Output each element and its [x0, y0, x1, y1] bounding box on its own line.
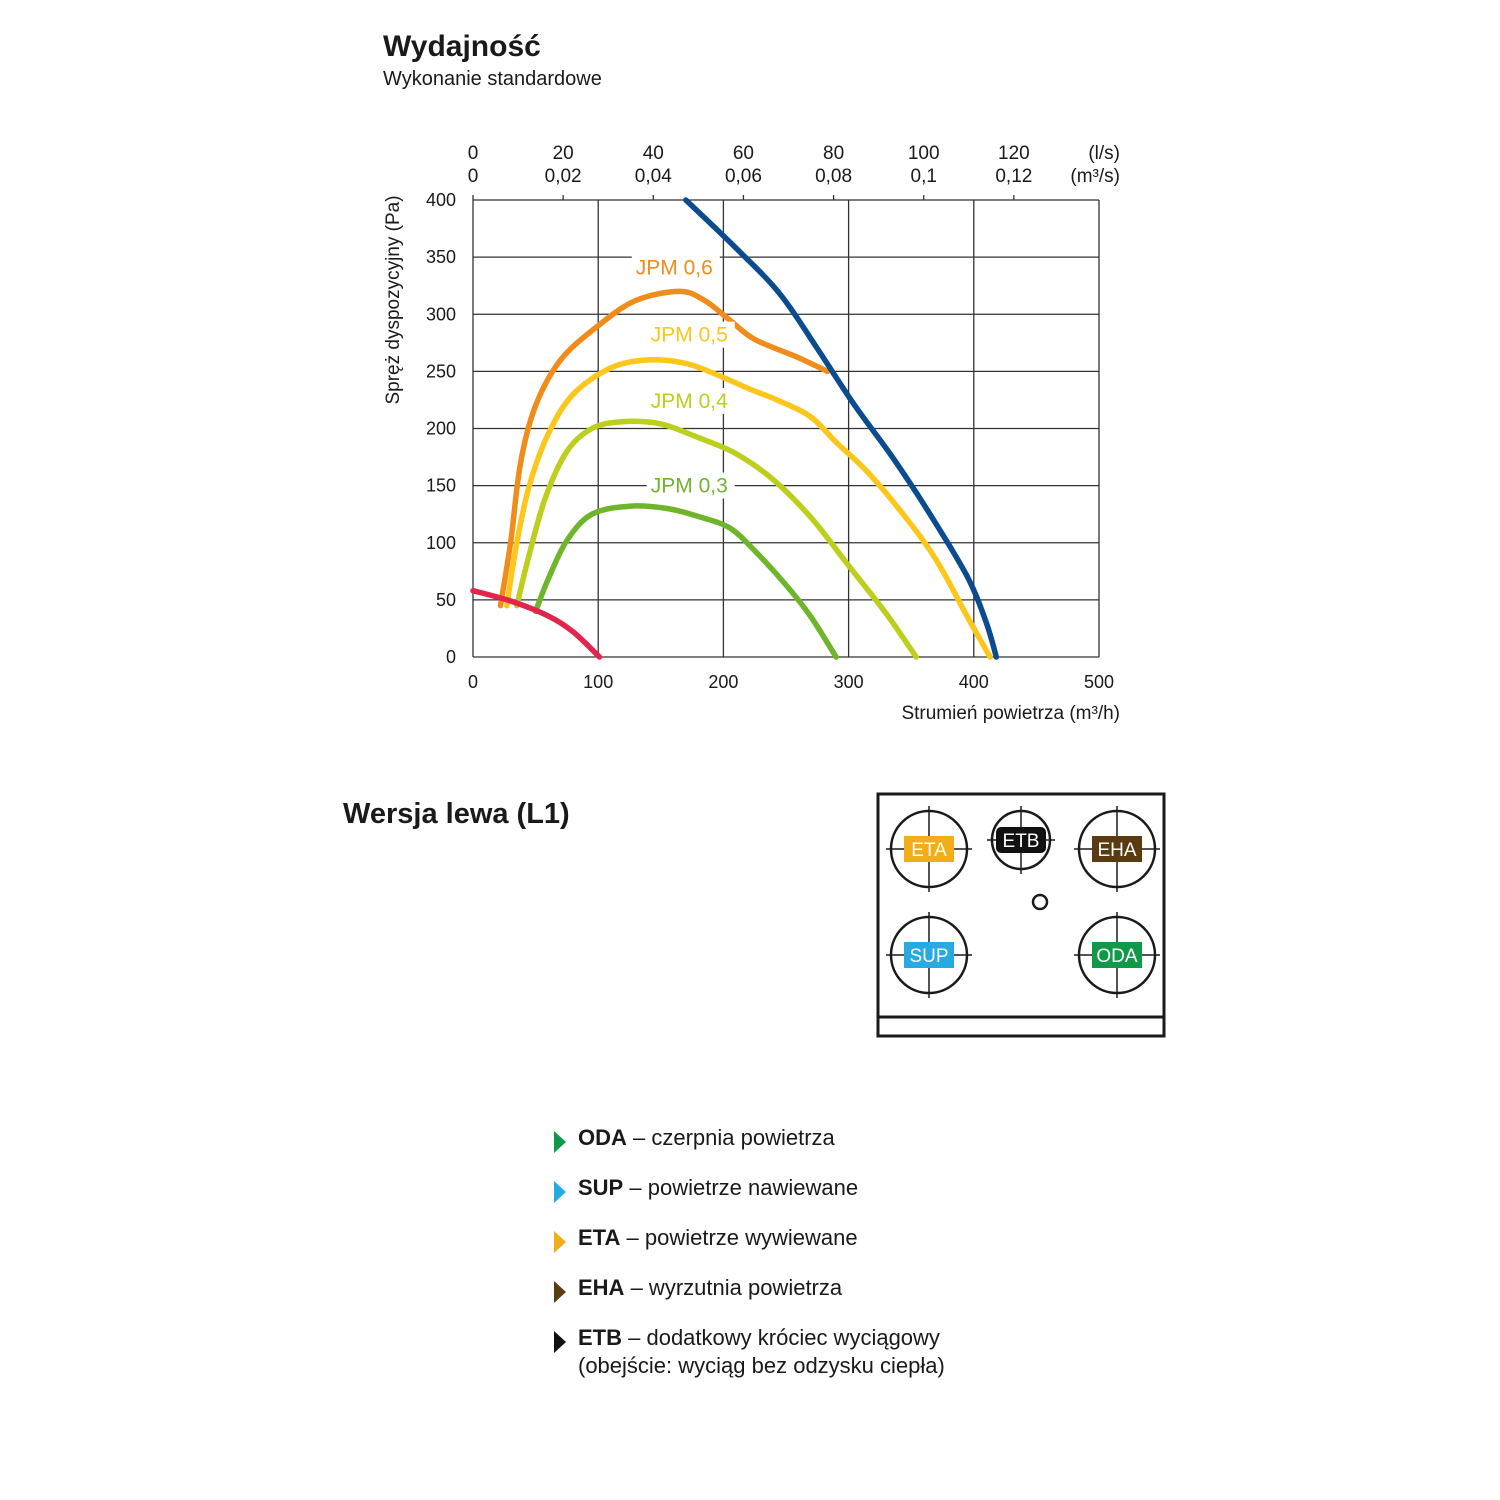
series-label: JPM 0,5	[650, 323, 728, 347]
legend-description: – dodatkowy króciec wyciągowy	[628, 1325, 940, 1350]
unit-connection-diagram	[870, 785, 1170, 1045]
legend-item-etb	[550, 1325, 945, 1395]
legend-item-eha	[550, 1275, 945, 1325]
top-tick-label-m3s: 0,12	[995, 166, 1033, 187]
top-tick-label-ls: 120	[998, 143, 1030, 164]
top-tick-label-m3s: 0,02	[544, 166, 582, 187]
y-tick-label: 0	[445, 647, 456, 667]
y-tick-label: 200	[425, 418, 456, 439]
port-badge-label: SUP	[909, 946, 949, 967]
top-tick-label-ls: 40	[642, 143, 664, 164]
triangle-arrow-icon	[554, 1281, 566, 1303]
y-axis-label: Spręż dyspozycyjny (Pa)	[383, 195, 404, 405]
top-axis-unit-m3s: (m³/s)	[1070, 166, 1120, 187]
port-badge-label: ODA	[1096, 946, 1138, 967]
legend-code: EHA	[578, 1275, 625, 1300]
x-tick-label: 500	[1083, 672, 1115, 692]
x-tick-label: 100	[583, 672, 614, 692]
y-tick-label: 250	[425, 361, 456, 382]
series-jpm-04	[517, 421, 916, 657]
y-tick-label: 300	[425, 304, 456, 325]
x-tick-label: 300	[833, 672, 864, 692]
legend-description: – wyrzutnia powietrza	[630, 1275, 843, 1300]
top-tick-label-m3s: 0,1	[910, 166, 937, 187]
legend-description: – powietrze nawiewane	[629, 1175, 859, 1200]
series-jpm-05	[507, 360, 990, 657]
top-tick-label-m3s: 0,08	[815, 166, 853, 187]
y-tick-label: 350	[425, 247, 456, 268]
port-badge-label: ETB	[1002, 831, 1040, 852]
performance-chart	[0, 0, 1500, 740]
legend-description: – czerpnia powietrza	[633, 1125, 835, 1150]
legend-item-oda	[550, 1125, 945, 1175]
page-title: Wydajność	[383, 30, 541, 63]
top-tick-label-ls: 0	[467, 143, 479, 164]
y-tick-label: 100	[425, 532, 456, 553]
x-axis-label: Strumień powietrza (m³/h)	[901, 703, 1120, 724]
y-tick-label: 400	[425, 190, 456, 210]
x-tick-label: 0	[467, 672, 479, 692]
series-label: JPM 0,4	[650, 389, 728, 413]
series-jpm-03	[536, 506, 837, 657]
legend-code: ETB	[578, 1325, 622, 1350]
triangle-arrow-icon	[554, 1331, 566, 1353]
top-tick-label-m3s: 0	[467, 166, 479, 187]
top-tick-label-ls: 80	[823, 143, 845, 164]
port-legend	[550, 1125, 945, 1395]
y-tick-label: 150	[425, 475, 456, 496]
series-system-curve	[473, 591, 600, 657]
x-tick-label: 200	[708, 672, 739, 692]
legend-code: SUP	[578, 1175, 624, 1200]
top-axis-unit-ls: (l/s)	[1088, 143, 1120, 164]
legend-code: ETA	[578, 1225, 621, 1250]
top-tick-label-ls: 60	[732, 143, 755, 164]
legend-item-sup	[550, 1175, 945, 1225]
x-tick-label: 400	[958, 672, 989, 692]
series-label: JPM 0,3	[650, 474, 728, 498]
series-label: JPM 0,6	[635, 256, 713, 280]
port-badge-label: ETA	[911, 840, 947, 861]
top-tick-label-m3s: 0,04	[634, 166, 672, 187]
triangle-arrow-icon	[554, 1231, 566, 1253]
top-tick-label-ls: 100	[907, 143, 940, 164]
top-tick-label-ls: 20	[552, 143, 574, 164]
port-badge-label: EHA	[1097, 840, 1137, 861]
legend-code: ODA	[578, 1125, 627, 1150]
triangle-arrow-icon	[554, 1181, 566, 1203]
page-subtitle: Wykonanie standardowe	[383, 68, 602, 90]
y-tick-label: 50	[435, 589, 456, 610]
top-tick-label-m3s: 0,06	[724, 166, 762, 187]
legend-item-eta	[550, 1225, 945, 1275]
legend-extra-description: (obejście: wyciąg bez odzysku ciepła)	[578, 1353, 945, 1378]
triangle-arrow-icon	[554, 1131, 566, 1153]
legend-description: – powietrze wywiewane	[626, 1225, 858, 1250]
version-title: Wersja lewa (L1)	[343, 798, 570, 830]
